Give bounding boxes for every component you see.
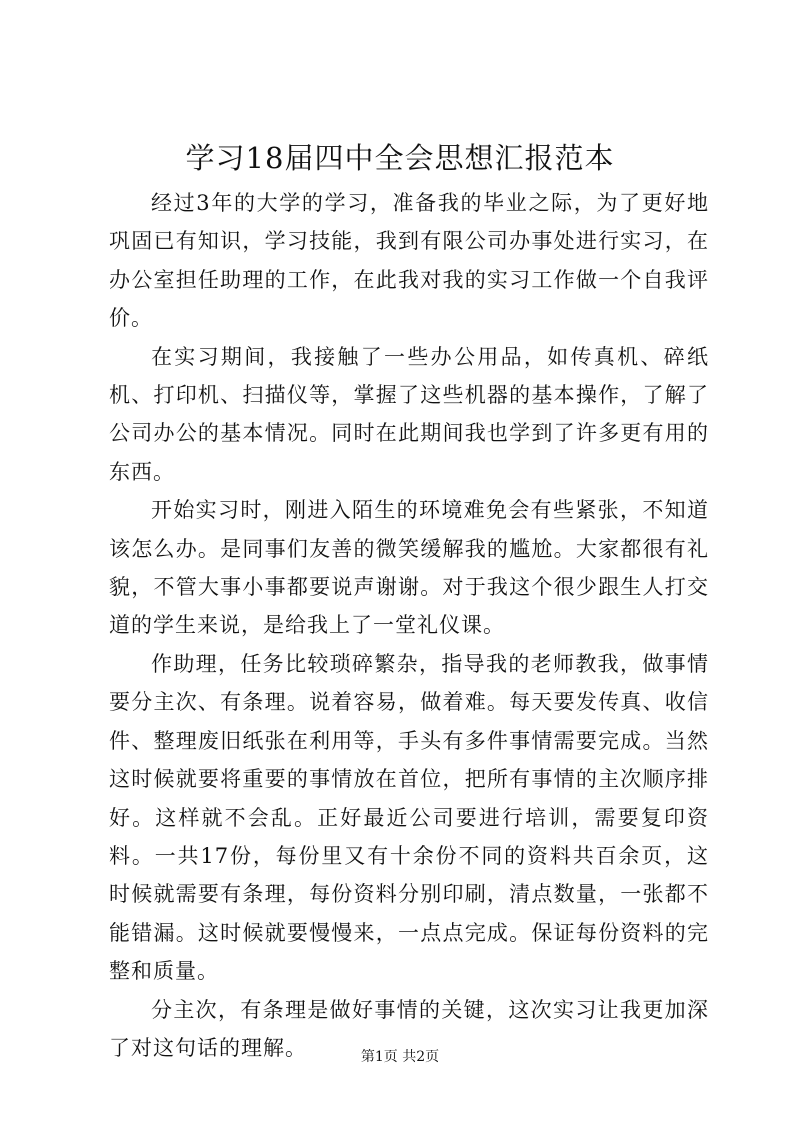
paragraph-5: 分主次，有条理是做好事情的关键，这次实习让我更加深了对这句话的理解。 xyxy=(109,997,709,1060)
paragraph-1: 经过3年的大学的学习，准备我的毕业之际，为了更好地巩固已有知识，学习技能，我到有限公司办事处进行实习，在办公室担任助理的工作，在此我对我的实习工作做一个自我评价。 xyxy=(109,191,709,331)
paragraph-2: 在实习期间，我接触了一些办公用品，如传真机、碎纸机、打印机、扫描仪等，掌握了这些机器的基本操作，了解了公司办公的基本情况。同时在此期间我也学到了许多更有用的东西。 xyxy=(109,344,709,484)
paragraph-4: 作助理，任务比较琐碎繁杂，指导我的老师教我，做事情要分主次、有条理。说着容易，做着难。每天要发传真、收信件、整理废旧纸张在利用等，手头有多件事情需要完成。当然这时候就要将重要的事情放在首位，把所有事情的主次顺序排好。这样就不会乱。正好最近公司要进行培训，需要复印资料。一共17份，每份里又有十余份不同的资料共百余页，这时候就需要有条理，每份资料分别印刷，清点数量，一张都不能错漏。这时候就要慢慢来，一点点完成。保证每份资料的完整和质量。 xyxy=(109,651,709,984)
document-body xyxy=(109,184,709,1067)
document-title: 学习18届四中全会思想汇报范本 xyxy=(185,141,615,175)
page-footer: 第1页 共2页 xyxy=(360,1049,440,1065)
paragraph-3: 开始实习时，刚进入陌生的环境难免会有些紧张，不知道该怎么办。是同事们友善的微笑缓解我的尴尬。大家都很有礼貌，不管大事小事都要说声谢谢。对于我这个很少跟生人打交道的学生来说，是给我上了一堂礼仪课。 xyxy=(109,498,709,638)
